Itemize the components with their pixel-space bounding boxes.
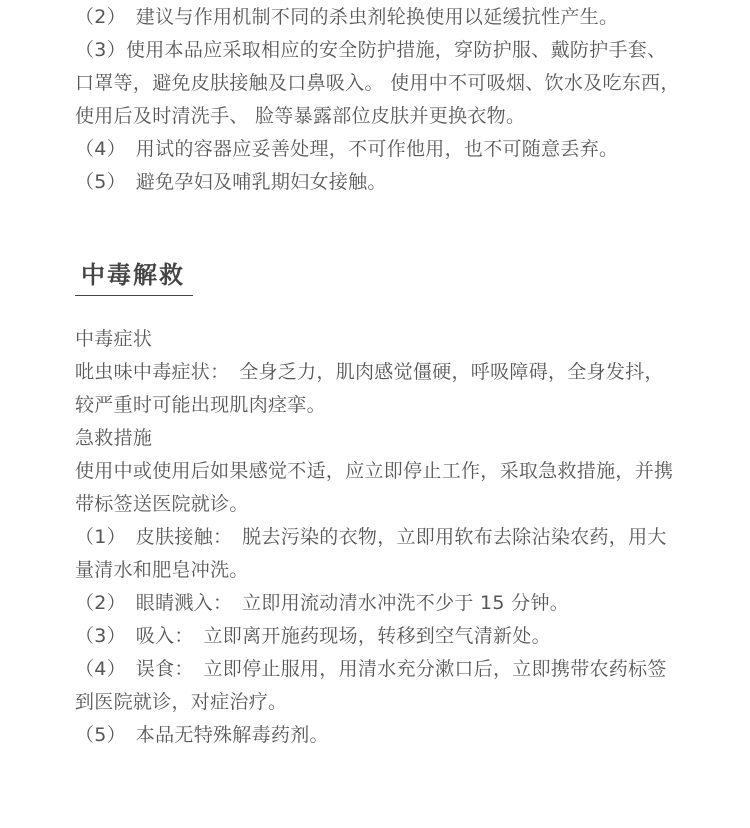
- precaution-line: （4） 用试的容器应妥善处理，不可作他用，也不可随意丢弃。: [75, 138, 619, 160]
- section-heading: [75, 257, 193, 296]
- symptom-line: 较严重时可能出现肌肉痉挛。: [75, 394, 326, 416]
- poisoning-section: [75, 323, 685, 752]
- first-aid-line: （5） 本品无特殊解毒药剂。: [75, 724, 329, 746]
- first-aid-line: 到医院就诊，对症治疗。: [75, 691, 288, 713]
- heading-underline: [75, 295, 193, 296]
- first-aid-line: （2） 眼睛溅入： 立即用流动清水冲洗不少于 15 分钟。: [75, 592, 570, 614]
- precaution-line: 使用后及时清洗手、 脸等暴露部位皮肤并更换衣物。: [75, 105, 526, 127]
- precaution-line: （2） 建议与作用机制不同的杀虫剂轮换使用以延缓抗性产生。: [75, 6, 619, 28]
- first-aid-line: （1） 皮肤接触： 脱去污染的衣物，立即用软布去除沾染农药，用大: [75, 526, 667, 548]
- section-title: 中毒解救: [81, 261, 185, 289]
- subheading-first-aid: 急救措施: [75, 427, 153, 449]
- symptom-line: 吡虫味中毒症状： 全身乏力，肌肉感觉僵硬，呼吸障碍，全身发抖，: [75, 361, 664, 383]
- precaution-line: 口罩等，避免皮肤接触及口鼻吸入。 使用中不可吸烟、饮水及吃东西，: [75, 72, 680, 94]
- first-aid-line: 带标签送医院就诊。: [75, 493, 249, 515]
- precaution-line: （3）使用本品应采取相应的安全防护措施，穿防护服、戴防护手套、: [75, 39, 667, 61]
- first-aid-line: 量清水和肥皂冲洗。: [75, 559, 249, 581]
- first-aid-line: 使用中或使用后如果感觉不适，应立即停止工作，采取急救措施，并携: [75, 460, 674, 482]
- precaution-line: （5） 避免孕妇及哺乳期妇女接触。: [75, 171, 387, 193]
- first-aid-line: （3） 吸入： 立即离开施药现场，转移到空气清新处。: [75, 625, 551, 647]
- first-aid-line: （4） 误食： 立即停止服用，用清水充分漱口后，立即携带农药标签: [75, 658, 667, 680]
- precautions-section: [75, 1, 685, 199]
- subheading-symptoms: 中毒症状: [75, 328, 153, 350]
